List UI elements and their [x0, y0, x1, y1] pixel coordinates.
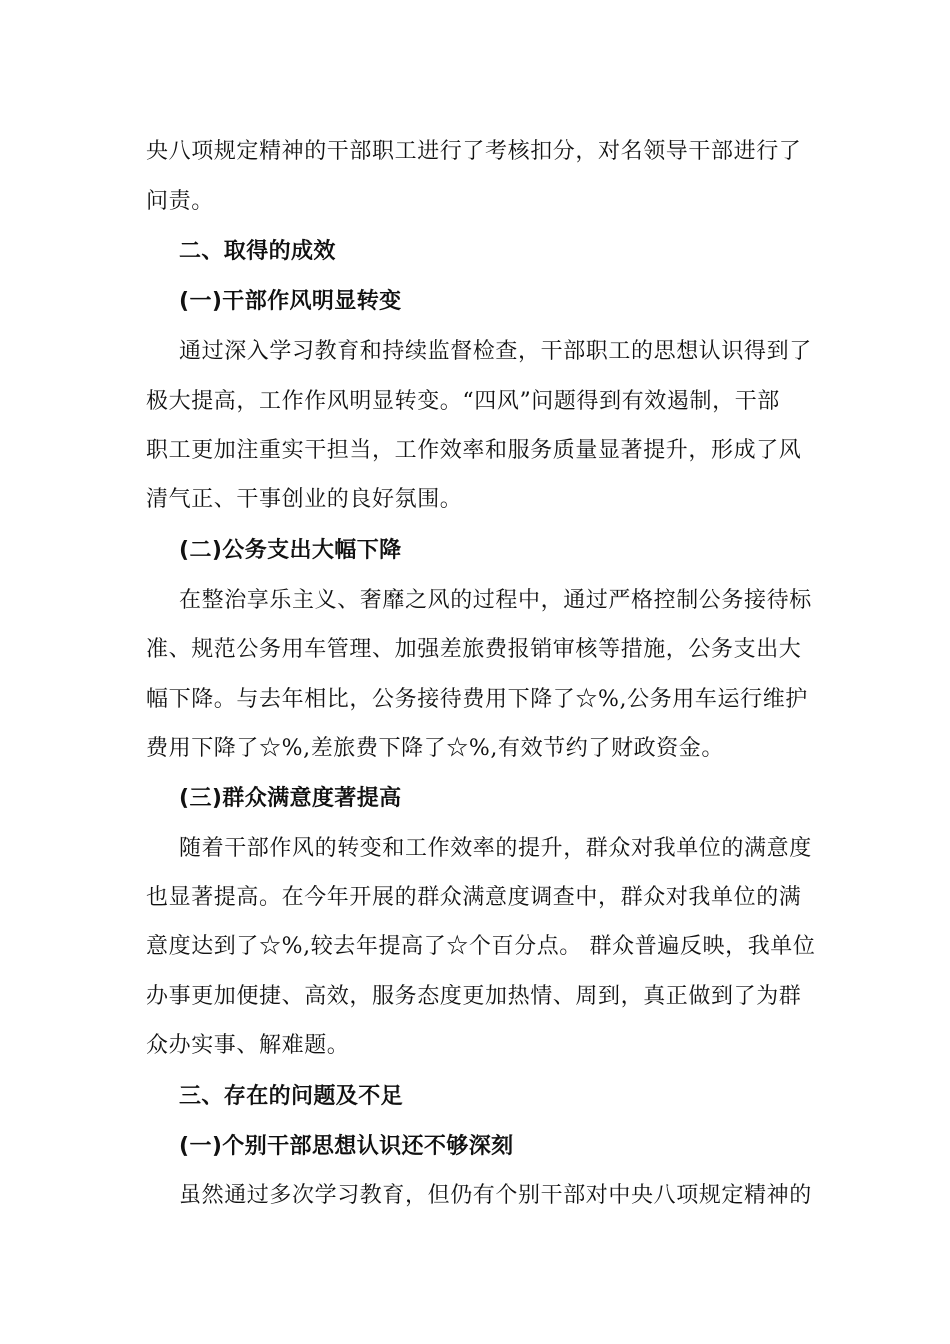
- body-text-line: 也显著提高。在今年开展的群众满意度调查中，群众对我单位的满: [146, 885, 802, 910]
- body-text-line: 众办实事、解难题。: [146, 1033, 350, 1058]
- body-text-line: 通过深入学习教育和持续监督检查，干部职工的思想认识得到了: [179, 339, 812, 364]
- body-text-line: 虽然通过多次学习教育，但仍有个别干部对中央八项规定精神的: [179, 1183, 812, 1208]
- body-text-line: 在整治享乐主义、奢靡之风的过程中，通过严格控制公务接待标: [179, 588, 812, 613]
- body-text-line: 随着干部作风的转变和工作效率的提升，群众对我单位的满意度: [179, 836, 812, 861]
- body-text-line: 央八项规定精神的干部职工进行了考核扣分，对名领导干部进行了: [146, 139, 802, 164]
- subsection-heading: (三)群众满意度著提高: [179, 786, 402, 811]
- body-text-line: 清气正、干事创业的良好氛围。: [146, 487, 463, 512]
- subsection-heading: (二)公务支出大幅下降: [179, 538, 402, 563]
- subsection-heading: (一)干部作风明显转变: [179, 289, 402, 314]
- section-heading: 三、存在的问题及不足: [179, 1084, 404, 1109]
- subsection-heading: (一)个别干部思想认识还不够深刻: [179, 1134, 514, 1159]
- body-text-line: 职工更加注重实干担当，工作效率和服务质量显著提升，形成了风: [146, 438, 802, 463]
- body-text-line: 极大提高，工作作风明显转变。“四风”问题得到有效遏制，干部: [146, 389, 780, 414]
- body-text-line: 问责。: [146, 189, 214, 214]
- section-heading: 二、取得的成效: [179, 239, 336, 264]
- body-text-line: 费用下降了☆%,差旅费下降了☆%,有效节约了财政资金。: [146, 736, 724, 761]
- body-text-line: 意度达到了☆%,较去年提高了☆个百分点。 群众普遍反映，我单位: [146, 934, 816, 959]
- body-text-line: 办事更加便捷、高效，服务态度更加热情、周到，真正做到了为群: [146, 984, 802, 1009]
- body-text-line: 准、规范公务用车管理、加强差旅费报销审核等措施，公务支出大: [146, 637, 802, 662]
- body-text-line: 幅下降。与去年相比，公务接待费用下降了☆%,公务用车运行维护: [146, 687, 808, 712]
